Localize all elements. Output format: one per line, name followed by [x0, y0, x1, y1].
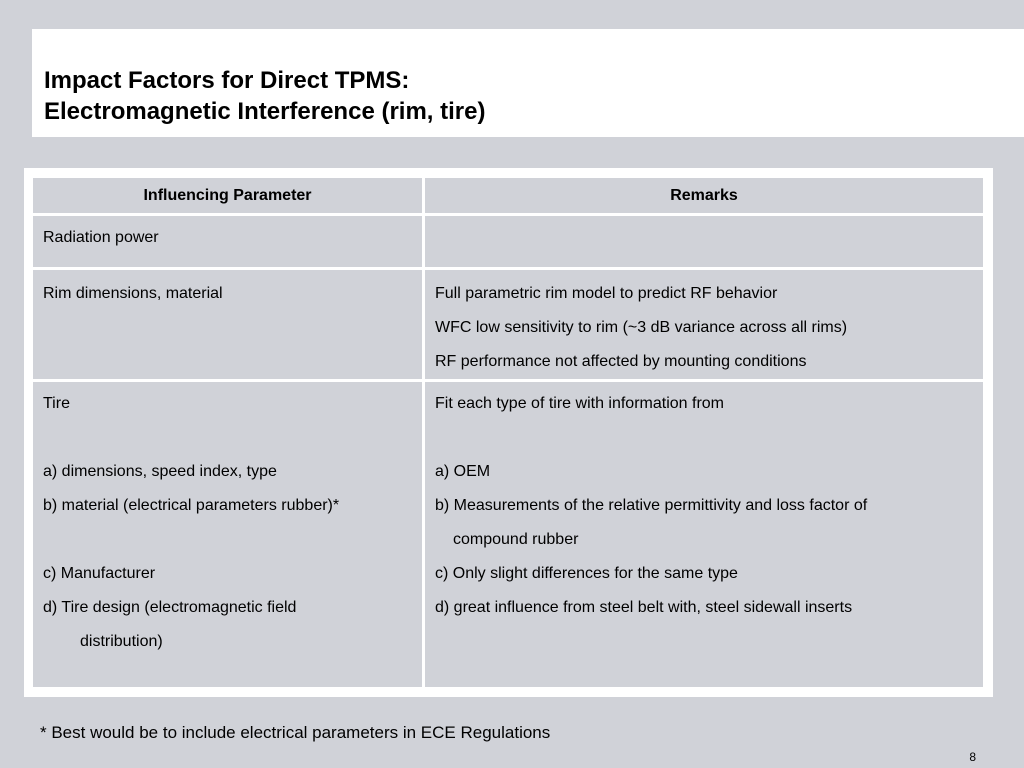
parameter-text: a) dimensions, speed index, type: [43, 463, 277, 480]
table-header-row: [32, 177, 985, 215]
remark-line-continued: compound rubber: [453, 531, 579, 548]
footnote: * Best would be to include electrical parameters in ECE Regulations: [40, 723, 551, 742]
title-band: [32, 29, 1024, 137]
remark-line: RF performance not affected by mounting conditions: [435, 353, 807, 370]
blank-line: [43, 523, 412, 557]
impact-factors-table: [30, 175, 986, 690]
remark-line: Full parametric rim model to predict RF behavior: [435, 285, 778, 302]
remark-line: WFC low sensitivity to rim (~3 dB variance across all rims): [435, 319, 848, 336]
slide-title: [44, 65, 485, 127]
parameter-text: Rim dimensions, material: [43, 285, 223, 302]
title-line-2: Electromagnetic Interference (rim, tire): [44, 98, 486, 125]
table-row-rim: [32, 269, 985, 381]
remark-line: b) Measurements of the relative permittivity and loss factor of: [435, 497, 868, 514]
parameter-text: c) Manufacturer: [43, 565, 156, 582]
parameter-text: d) Tire design (electromagnetic field: [43, 599, 297, 616]
header-remarks: Remarks: [424, 177, 985, 215]
remark-line: a) OEM: [435, 463, 491, 480]
table-row-tire: [32, 381, 985, 689]
parameter-text: Tire: [43, 395, 70, 412]
remark-line: Fit each type of tire with information from: [435, 395, 724, 412]
parameter-text: b) material (electrical parameters rubber)*: [43, 497, 340, 514]
remark-line: d) great influence from steel belt with, steel sidewall inserts: [435, 599, 853, 616]
blank-line: [435, 421, 973, 455]
remarks-cell: [424, 215, 985, 269]
parameter-text-continued: distribution): [80, 633, 163, 650]
blank-line: [43, 421, 412, 455]
header-influencing-parameter: Influencing Parameter: [32, 177, 424, 215]
parameter-cell: [32, 269, 424, 381]
page-number: 8: [969, 750, 976, 764]
table-frame: [24, 168, 993, 697]
remark-line: c) Only slight differences for the same type: [435, 565, 738, 582]
title-line-1: Impact Factors for Direct TPMS:: [44, 67, 410, 94]
remarks-cell: [424, 381, 985, 689]
remarks-cell: [424, 269, 985, 381]
parameter-cell: [32, 381, 424, 689]
table-row-radiation-power: [32, 215, 985, 269]
parameter-cell: [32, 215, 424, 269]
parameter-text: Radiation power: [43, 229, 159, 246]
